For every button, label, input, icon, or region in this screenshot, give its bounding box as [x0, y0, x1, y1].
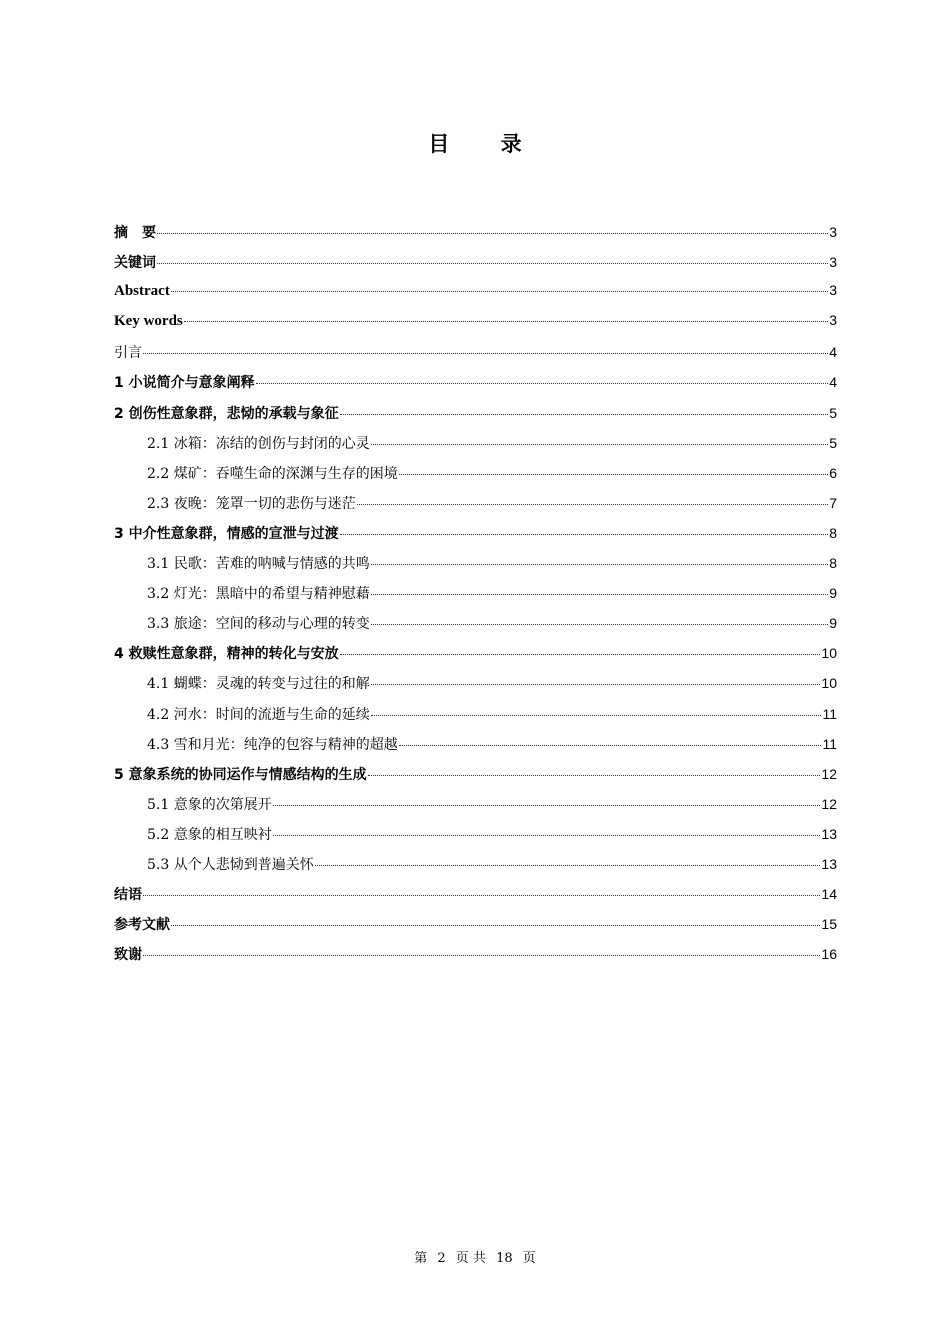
toc-entry[interactable]	[114, 704, 837, 734]
toc-entry[interactable]	[114, 342, 837, 372]
toc-entry-page-number: 10	[821, 645, 837, 662]
toc-entry-page-number: 4	[829, 374, 837, 391]
toc-entry-label: 3.1 民歌：苦难的呐喊与情感的共鸣	[147, 556, 370, 573]
toc-entry[interactable]	[114, 282, 837, 312]
toc-dot-leader	[256, 382, 829, 384]
toc-entry[interactable]	[114, 252, 837, 282]
table-of-contents	[114, 222, 837, 974]
toc-entry[interactable]	[114, 613, 837, 643]
toc-entry-page-number: 13	[821, 855, 837, 872]
toc-entry-label: 参考文献	[114, 917, 170, 934]
toc-dot-leader	[357, 503, 828, 505]
toc-entry-page-number: 16	[821, 946, 837, 963]
toc-dot-leader	[340, 533, 829, 535]
toc-entry-label: 1 小说简介与意象阐释	[114, 375, 255, 392]
footer-prefix: 第	[414, 1251, 428, 1266]
toc-entry-label: 致谢	[114, 947, 142, 964]
toc-entry-label: 2.3 夜晚：笼罩一切的悲伤与迷茫	[147, 495, 356, 512]
toc-entry[interactable]	[114, 403, 837, 433]
toc-dot-leader	[157, 262, 828, 264]
toc-entry[interactable]	[114, 583, 837, 613]
toc-dot-leader	[143, 894, 820, 896]
toc-entry-label: 4.3 雪和月光：纯净的包容与精神的超越	[147, 736, 398, 753]
toc-entry-label: 5.1 意象的次第展开	[147, 796, 272, 813]
toc-entry-page-number: 4	[829, 344, 837, 361]
toc-entry-label: 4.1 蝴蝶：灵魂的转变与过往的和解	[147, 676, 370, 693]
toc-entry-page-number: 12	[821, 795, 837, 812]
toc-dot-leader	[171, 290, 828, 292]
toc-entry[interactable]	[114, 463, 837, 493]
toc-entry-page-number: 5	[829, 404, 837, 421]
toc-entry-page-number: 14	[821, 886, 837, 903]
toc-entry[interactable]	[114, 312, 837, 342]
toc-dot-leader	[399, 744, 822, 746]
toc-entry[interactable]	[114, 433, 837, 463]
toc-entry-label: 5 意象系统的协同运作与情感结构的生成	[114, 766, 367, 783]
toc-entry[interactable]	[114, 824, 837, 854]
toc-entry-label: 摘 要	[114, 225, 156, 241]
toc-entry[interactable]	[114, 553, 837, 583]
toc-entry[interactable]	[114, 493, 837, 523]
toc-entry[interactable]	[114, 734, 837, 764]
toc-dot-leader	[371, 563, 828, 565]
toc-dot-leader	[371, 443, 828, 445]
toc-entry-label: 3.2 灯光：黑暗中的希望与精神慰藉	[147, 586, 370, 603]
toc-dot-leader	[368, 774, 821, 776]
toc-entry-page-number: 10	[821, 675, 837, 692]
toc-entry-page-number: 8	[829, 524, 837, 541]
page-footer	[0, 1247, 950, 1266]
toc-entry-page-number: 9	[829, 615, 837, 632]
toc-dot-leader	[143, 352, 828, 354]
toc-dot-leader	[340, 413, 829, 415]
toc-entry-label: 2.1 冰箱：冻结的创伤与封闭的心灵	[147, 435, 370, 452]
toc-entry-page-number: 12	[821, 765, 837, 782]
toc-entry-label: 4.2 河水：时间的流逝与生命的延续	[147, 706, 370, 723]
toc-dot-leader	[315, 864, 821, 866]
toc-dot-leader	[143, 954, 820, 956]
toc-dot-leader	[371, 623, 828, 625]
toc-entry-label: 2.2 煤矿：吞噬生命的深渊与生存的困境	[147, 465, 398, 482]
toc-entry[interactable]	[114, 523, 837, 553]
toc-entry-label: 结语	[114, 887, 142, 904]
toc-entry-label: 4 救赎性意象群，精神的转化与安放	[114, 646, 339, 663]
toc-entry[interactable]	[114, 794, 837, 824]
toc-entry-page-number: 8	[829, 555, 837, 572]
toc-entry-label: 2 创伤性意象群，悲恸的承载与象征	[114, 405, 339, 422]
toc-entry[interactable]	[114, 372, 837, 402]
toc-entry[interactable]	[114, 884, 837, 914]
toc-entry-page-number: 3	[829, 312, 837, 329]
toc-entry-label: Key words	[114, 313, 183, 330]
toc-entry[interactable]	[114, 944, 837, 974]
toc-dot-leader	[157, 232, 828, 234]
toc-entry-page-number: 7	[829, 494, 837, 511]
toc-entry-label: 引言	[114, 345, 142, 362]
toc-dot-leader	[184, 320, 828, 322]
toc-entry[interactable]	[114, 854, 837, 884]
footer-suffix: 页	[522, 1251, 536, 1266]
toc-entry-label: 5.3 从个人悲恸到普遍关怀	[147, 856, 314, 873]
toc-entry-page-number: 5	[829, 434, 837, 451]
toc-dot-leader	[371, 683, 821, 685]
toc-dot-leader	[399, 473, 828, 475]
toc-entry-page-number: 9	[829, 585, 837, 602]
toc-entry-page-number: 15	[821, 916, 837, 933]
toc-dot-leader	[273, 834, 821, 836]
toc-entry-page-number: 11	[822, 735, 837, 752]
toc-entry[interactable]	[114, 673, 837, 703]
toc-entry[interactable]	[114, 764, 837, 794]
toc-dot-leader	[371, 714, 822, 716]
toc-entry-page-number: 3	[829, 282, 837, 299]
toc-dot-leader	[273, 804, 821, 806]
toc-dot-leader	[371, 593, 828, 595]
toc-entry[interactable]	[114, 914, 837, 944]
toc-entry-page-number: 3	[829, 254, 837, 271]
toc-entry-page-number: 11	[822, 705, 837, 722]
page-title: 目 录	[428, 132, 544, 156]
footer-middle: 页 共	[455, 1251, 486, 1266]
toc-entry-label: Abstract	[114, 283, 170, 300]
footer-total-pages: 18	[496, 1251, 513, 1266]
toc-entry[interactable]	[114, 643, 837, 673]
toc-dot-leader	[340, 653, 821, 655]
footer-current-page: 2	[437, 1251, 446, 1266]
toc-entry-page-number: 3	[829, 224, 837, 240]
toc-entry-label: 3.3 旅途：空间的移动与心理的转变	[147, 616, 370, 633]
toc-entry-page-number: 13	[821, 825, 837, 842]
toc-entry-label: 5.2 意象的相互映衬	[147, 826, 272, 843]
toc-dot-leader	[171, 924, 820, 926]
toc-entry[interactable]	[114, 222, 837, 252]
toc-entry-label: 3 中介性意象群，情感的宣泄与过渡	[114, 525, 339, 542]
toc-entry-label: 关键词	[114, 255, 156, 272]
toc-entry-page-number: 6	[829, 464, 837, 481]
